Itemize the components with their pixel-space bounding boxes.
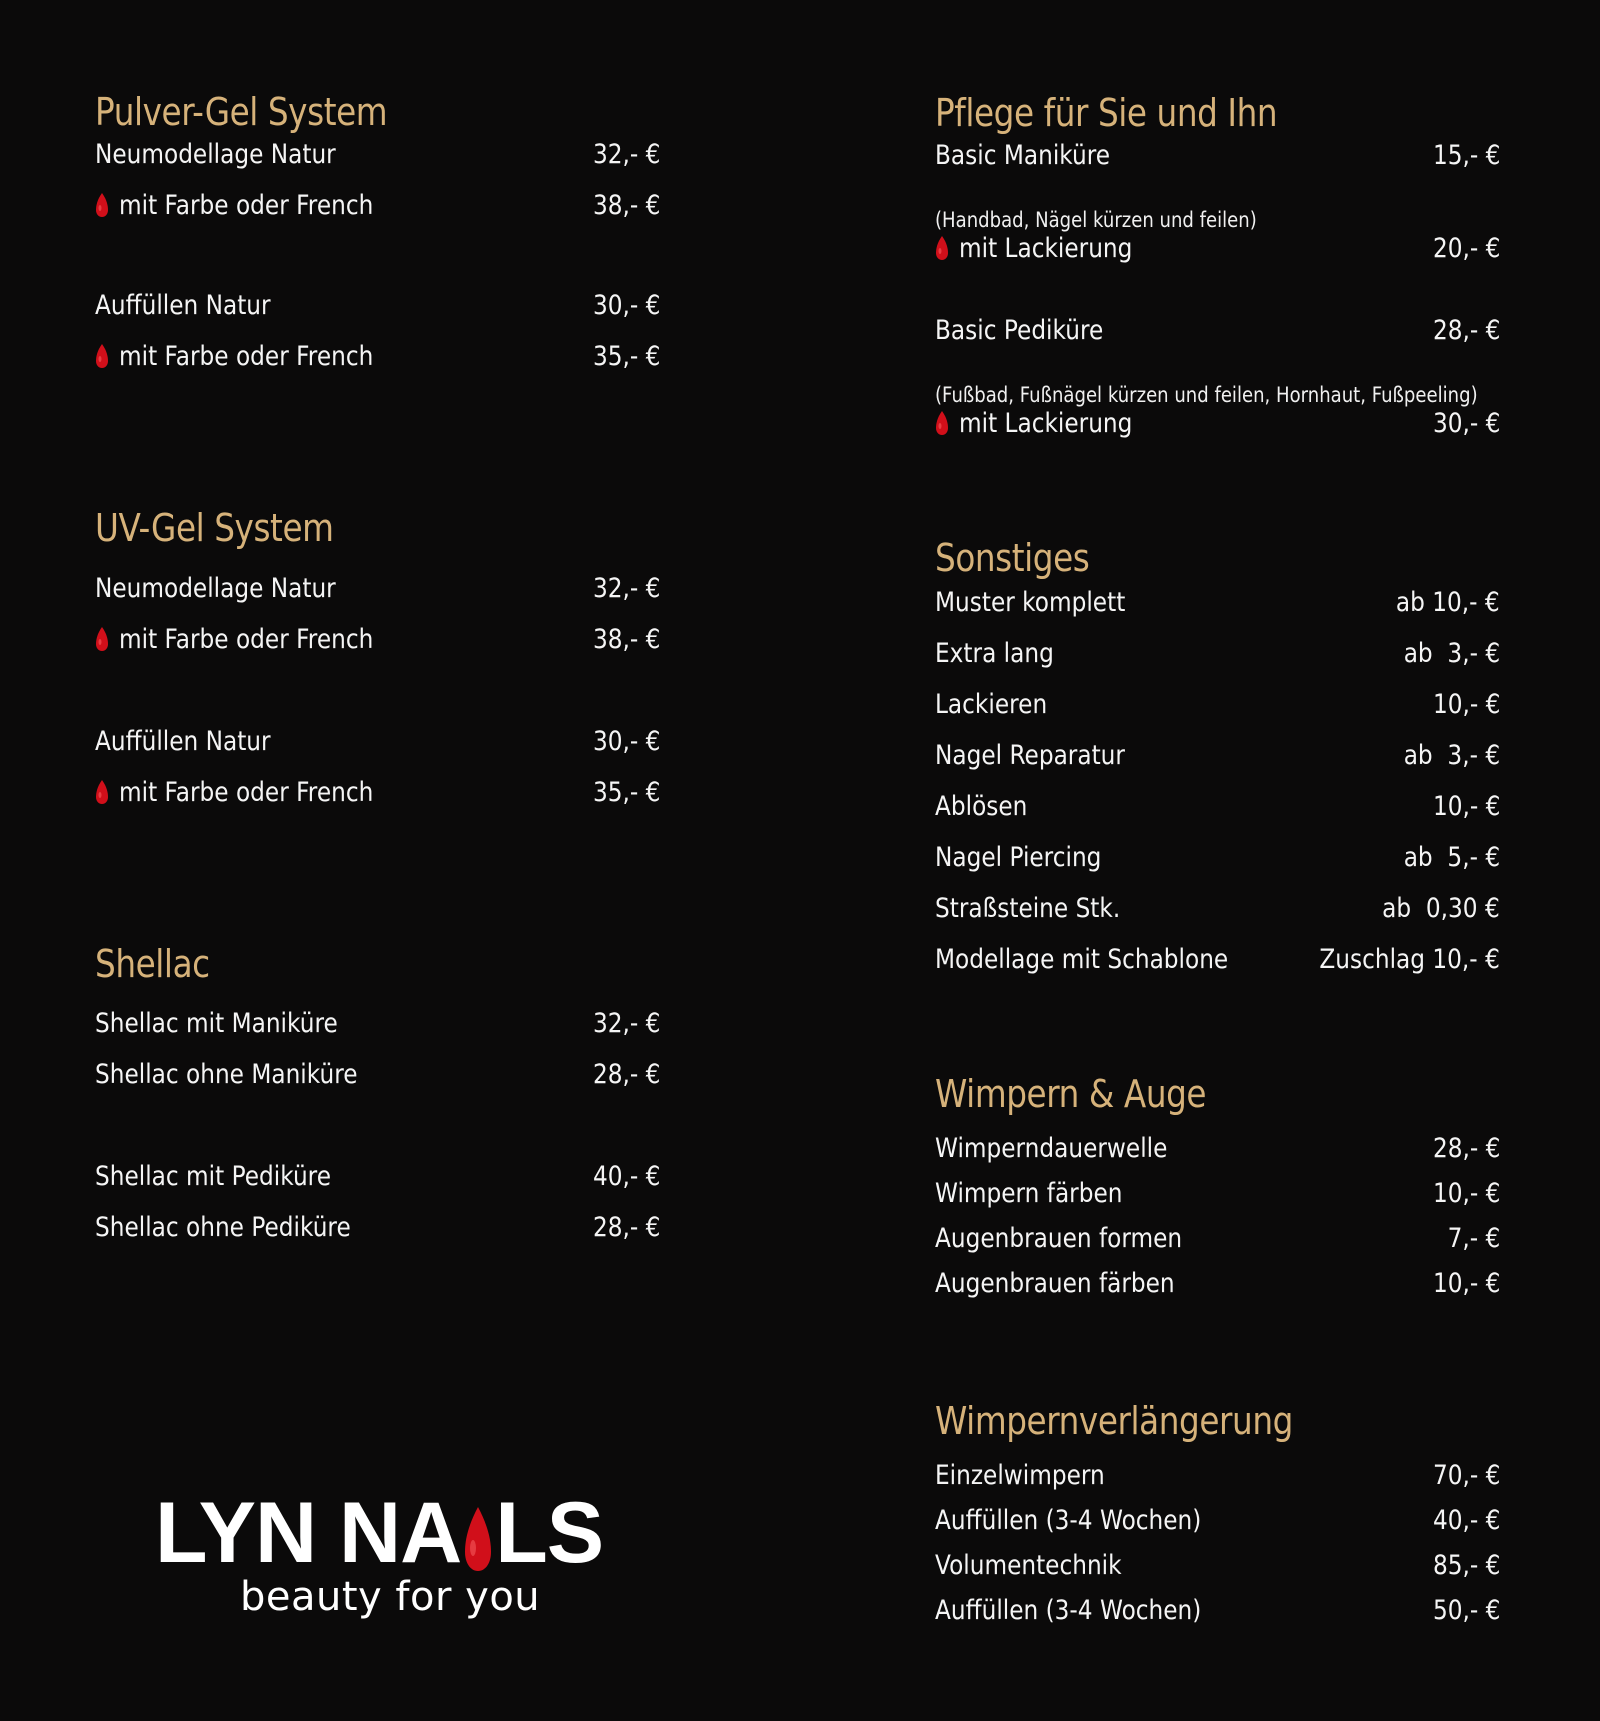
price-row xyxy=(95,1003,660,1043)
price-row xyxy=(935,1455,1500,1495)
logo-nail-drop-icon xyxy=(463,1506,493,1572)
service-price: 32,- € xyxy=(592,1007,660,1039)
service-note: (Fußbad, Fußnägel kürzen und feilen, Hornhaut, Fußpeeling) xyxy=(935,383,1478,407)
service-label: Auffüllen (3-4 Wochen) xyxy=(935,1504,1202,1536)
service-price: 30,- € xyxy=(592,289,660,321)
section-title: Pflege für Sie und Ihn xyxy=(935,91,1278,135)
logo-tagline: beauty for you xyxy=(240,1574,541,1620)
section-shellac xyxy=(95,936,660,1243)
price-row xyxy=(95,1207,660,1247)
service-label: Extra lang xyxy=(935,637,1054,669)
service-label: Basic Pediküre xyxy=(935,314,1104,346)
price-row xyxy=(935,837,1500,877)
logo-text-part1: LYN NA xyxy=(155,1485,462,1581)
service-label: Basic Maniküre xyxy=(935,139,1111,171)
section-title: Wimpernverlängerung xyxy=(935,1399,1293,1443)
price-row xyxy=(95,336,660,376)
service-label: Nagel Piercing xyxy=(935,841,1102,873)
section-title: Wimpern & Auge xyxy=(935,1072,1207,1116)
price-row xyxy=(935,1218,1500,1258)
price-row xyxy=(935,310,1500,350)
price-row xyxy=(95,721,660,761)
service-price: 28,- € xyxy=(1432,314,1500,346)
service-label: mit Farbe oder French xyxy=(119,340,374,372)
service-price: 85,- € xyxy=(1432,1549,1500,1581)
service-price: 38,- € xyxy=(592,623,660,655)
service-label: Einzelwimpern xyxy=(935,1459,1105,1491)
service-label: Straßsteine Stk. xyxy=(935,892,1121,924)
service-label: Augenbrauen färben xyxy=(935,1267,1175,1299)
logo-wordmark xyxy=(155,1485,604,1581)
service-price: 38,- € xyxy=(592,189,660,221)
price-row xyxy=(95,134,660,174)
service-note: (Handbad, Nägel kürzen und feilen) xyxy=(935,208,1257,232)
price-row xyxy=(95,1156,660,1196)
service-label: Muster komplett xyxy=(935,586,1126,618)
service-price: ab 10,- € xyxy=(1396,586,1500,618)
service-price: 30,- € xyxy=(1432,407,1500,439)
service-price: 35,- € xyxy=(592,340,660,372)
service-price: 7,- € xyxy=(1447,1222,1500,1254)
price-row xyxy=(95,1054,660,1094)
price-row xyxy=(935,888,1500,928)
price-row xyxy=(935,403,1500,443)
nail-drop-icon xyxy=(95,343,109,369)
service-label: mit Lackierung xyxy=(959,407,1133,439)
service-price: 28,- € xyxy=(592,1058,660,1090)
price-row xyxy=(935,135,1500,175)
price-row xyxy=(935,939,1500,979)
price-row xyxy=(935,582,1500,622)
service-label: mit Farbe oder French xyxy=(119,776,374,808)
service-label: Shellac mit Maniküre xyxy=(95,1007,338,1039)
service-label: Volumentechnik xyxy=(935,1549,1122,1581)
service-label: Shellac mit Pediküre xyxy=(95,1160,332,1192)
service-price: 32,- € xyxy=(592,572,660,604)
section-title: UV-Gel System xyxy=(95,506,334,550)
service-price: 10,- € xyxy=(1432,1267,1500,1299)
service-label: Auffüllen (3-4 Wochen) xyxy=(935,1594,1202,1626)
nail-drop-icon xyxy=(95,626,109,652)
price-row xyxy=(95,285,660,325)
service-price: ab 3,- € xyxy=(1403,739,1500,771)
section-title: Sonstiges xyxy=(935,536,1090,580)
service-price: 40,- € xyxy=(1432,1504,1500,1536)
logo-text-part2: LS xyxy=(495,1485,604,1581)
service-price: 10,- € xyxy=(1432,790,1500,822)
price-row xyxy=(95,185,660,225)
service-label: Neumodellage Natur xyxy=(95,572,336,604)
price-row xyxy=(935,1263,1500,1303)
nail-drop-icon xyxy=(935,410,949,436)
nail-drop-icon xyxy=(935,235,949,261)
brand-logo xyxy=(155,1485,604,1620)
service-label: Wimpern färben xyxy=(935,1177,1123,1209)
service-label: Ablösen xyxy=(935,790,1028,822)
service-price: 15,- € xyxy=(1432,139,1500,171)
service-price: 20,- € xyxy=(1432,232,1500,264)
service-price: ab 5,- € xyxy=(1403,841,1500,873)
section-title: Pulver-Gel System xyxy=(95,90,388,134)
service-label: Neumodellage Natur xyxy=(95,138,336,170)
price-row xyxy=(935,228,1500,268)
service-label: Augenbrauen formen xyxy=(935,1222,1183,1254)
section-title: Shellac xyxy=(95,942,210,986)
service-label: Auffüllen Natur xyxy=(95,289,271,321)
price-row xyxy=(935,1128,1500,1168)
service-label: Auffüllen Natur xyxy=(95,725,271,757)
service-price: Zuschlag 10,- € xyxy=(1319,943,1500,975)
section-wimpernverlaengerung xyxy=(935,1393,1500,1626)
price-row xyxy=(935,684,1500,724)
service-price: 10,- € xyxy=(1432,688,1500,720)
price-row xyxy=(935,1173,1500,1213)
service-label: mit Farbe oder French xyxy=(119,189,374,221)
service-price: 28,- € xyxy=(592,1211,660,1243)
price-row xyxy=(95,772,660,812)
service-price: ab 3,- € xyxy=(1403,637,1500,669)
price-row xyxy=(935,633,1500,673)
service-price: 30,- € xyxy=(592,725,660,757)
service-price: 50,- € xyxy=(1432,1594,1500,1626)
section-sonstiges xyxy=(935,530,1500,975)
price-row xyxy=(935,1500,1500,1540)
service-price: 35,- € xyxy=(592,776,660,808)
nail-drop-icon xyxy=(95,779,109,805)
service-label: Wimperndauerwelle xyxy=(935,1132,1168,1164)
price-row xyxy=(935,1590,1500,1630)
service-label: Modellage mit Schablone xyxy=(935,943,1229,975)
price-row xyxy=(95,619,660,659)
service-price: 28,- € xyxy=(1432,1132,1500,1164)
service-label: mit Farbe oder French xyxy=(119,623,374,655)
section-wimpern-auge xyxy=(935,1066,1500,1299)
nail-drop-icon xyxy=(95,192,109,218)
price-row xyxy=(935,786,1500,826)
service-price: 40,- € xyxy=(592,1160,660,1192)
price-row xyxy=(95,568,660,608)
service-price: 70,- € xyxy=(1432,1459,1500,1491)
service-label: Nagel Reparatur xyxy=(935,739,1125,771)
section-pflege xyxy=(935,85,1500,439)
service-label: Shellac ohne Maniküre xyxy=(95,1058,358,1090)
section-uv-gel xyxy=(95,500,660,808)
price-row xyxy=(935,1545,1500,1585)
service-price: 10,- € xyxy=(1432,1177,1500,1209)
section-pulver-gel xyxy=(95,84,660,372)
service-price: 32,- € xyxy=(592,138,660,170)
price-row xyxy=(935,735,1500,775)
service-price: ab 0,30 € xyxy=(1382,892,1500,924)
service-label: Shellac ohne Pediküre xyxy=(95,1211,351,1243)
service-label: Lackieren xyxy=(935,688,1048,720)
service-label: mit Lackierung xyxy=(959,232,1133,264)
